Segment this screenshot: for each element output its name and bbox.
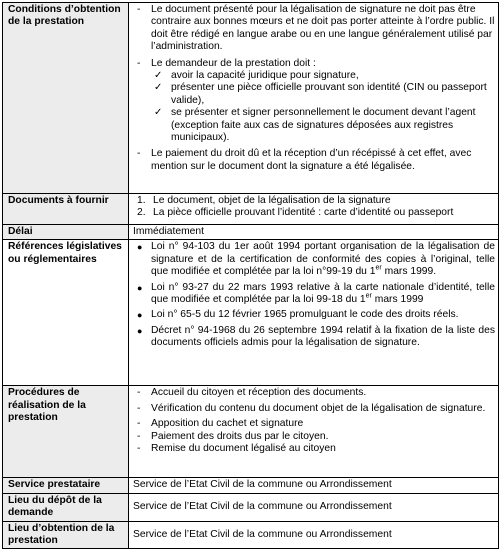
value-references — [129, 240, 499, 386]
value-obtention: Service de l’Etat Civil de la commune ou Arrondissement — [129, 521, 499, 549]
label-conditions: Conditions d’obtention de la prestation — [3, 3, 129, 194]
dash-bullet: - — [137, 418, 141, 430]
list-item: 2. La pièce officielle prouvant l’identité : carte d’identité ou passeport — [137, 207, 454, 219]
row-obtention — [3, 521, 499, 549]
list-item: - Le paiement du droit dû et la réception d’un récépissé à cet effet, avec mention sur le document dont la signature a été légalisée. — [137, 148, 472, 172]
bullet-icon: ● — [137, 282, 143, 293]
dash-bullet: - — [137, 148, 141, 160]
label-references: Références législatives ou réglementaires — [3, 240, 129, 386]
number-marker: 2. — [137, 207, 146, 219]
list-item: - Vérification du contenu du document objet de la légalisation de signature. — [137, 402, 486, 414]
row-service — [3, 478, 499, 493]
dash-bullet: - — [137, 387, 141, 399]
dash-bullet: - — [137, 4, 141, 15]
list-item: ● Décret n° 94-1968 du 26 septembre 1994 relatif à la fixation de la liste des documents officiels admis pour la légalisation de signature. — [137, 324, 495, 349]
label-obtention: Lieu d’obtention de la prestation — [3, 521, 129, 549]
row-procedures — [3, 386, 499, 478]
list-item: - Paiement des droits dus par le citoyen. — [137, 430, 329, 442]
bullet-icon: ● — [137, 242, 143, 253]
list-item: - Le demandeur de la prestation doit : — [137, 57, 316, 69]
documents-list — [133, 195, 495, 220]
list-item: ✓ se présenter et signer personnellement le document devant l’agent (exception faite aux cas de signatures déposées aux registres municipaux). — [154, 107, 476, 144]
conditions-list — [133, 4, 495, 70]
checkmark-icon: ✓ — [154, 70, 163, 82]
value-depot: Service de l’Etat Civil de la commune ou Arrondissement — [129, 493, 499, 521]
bullet-icon: ● — [137, 310, 143, 321]
list-item: - Remise du document légalisé au citoyen — [137, 443, 336, 455]
list-item: ✓ avoir la capacité juridique pour signature, — [154, 70, 359, 82]
label-documents: Documents à fournir — [3, 194, 129, 225]
dash-bullet: - — [137, 443, 141, 455]
checkmark-icon: ✓ — [154, 82, 163, 94]
value-documents — [129, 194, 499, 225]
list-item: ● Loi n° 93-27 du 22 mars 1993 relative à la carte nationale d’identité, telle que modifiée et complétée par la loi 99-18 du 1er mars 1999 — [137, 281, 495, 306]
procedures-list — [133, 387, 495, 455]
list-item: ● Loi n° 65-5 du 12 février 1965 promulguant le code des droits réels. — [137, 309, 459, 321]
number-marker: 1. — [137, 195, 146, 206]
row-delai — [3, 225, 499, 240]
label-delai: Délai — [3, 225, 129, 240]
list-item: ✓ présenter une pièce officielle prouvant son identité (CIN ou passeport valide), — [154, 82, 487, 106]
list-item: - Le document présenté pour la légalisation de signature ne doit pas être contraire aux bonnes mœurs et ne doit pas porter atteinte à l’ordre public. Il doit être rédigé en langue arabe ou en une langue généralement utilisé par l’administration. — [137, 4, 495, 53]
bullet-icon: ● — [137, 325, 143, 336]
row-depot — [3, 493, 499, 521]
label-procedures: Procédures de réalisation de la prestation — [3, 386, 129, 478]
prestation-table — [2, 2, 499, 549]
row-documents — [3, 194, 499, 225]
value-service: Service de l’Etat Civil de la commune ou Arrondissement — [129, 478, 499, 493]
row-references — [3, 240, 499, 386]
label-depot: Lieu du dépôt de la demande — [3, 493, 129, 521]
row-conditions — [3, 3, 499, 194]
value-delai: Immédiatement — [129, 225, 499, 240]
list-item: - Apposition du cachet et signature — [137, 418, 304, 430]
list-item: - Accueil du citoyen et réception des documents. — [137, 387, 367, 399]
dash-bullet: - — [137, 57, 141, 69]
dash-bullet: - — [137, 430, 141, 442]
dash-bullet: - — [137, 402, 141, 414]
value-conditions — [129, 3, 499, 194]
label-service: Service prestataire — [3, 478, 129, 493]
list-item: ● Loi n° 94-103 du 1er août 1994 portant organisation de la légalisation de signature et de la certification de conformité des copies à l’original, telle que modifiée et complétée par la loi n°99-19 du 1er mars 1999. — [137, 241, 495, 278]
value-procedures — [129, 386, 499, 478]
list-item: 1. Le document, objet de la légalisation de la signature — [137, 195, 391, 206]
references-list — [133, 241, 495, 349]
checkmark-icon: ✓ — [154, 107, 163, 119]
conditions-list-end — [133, 148, 495, 173]
requirements-list — [133, 70, 495, 144]
